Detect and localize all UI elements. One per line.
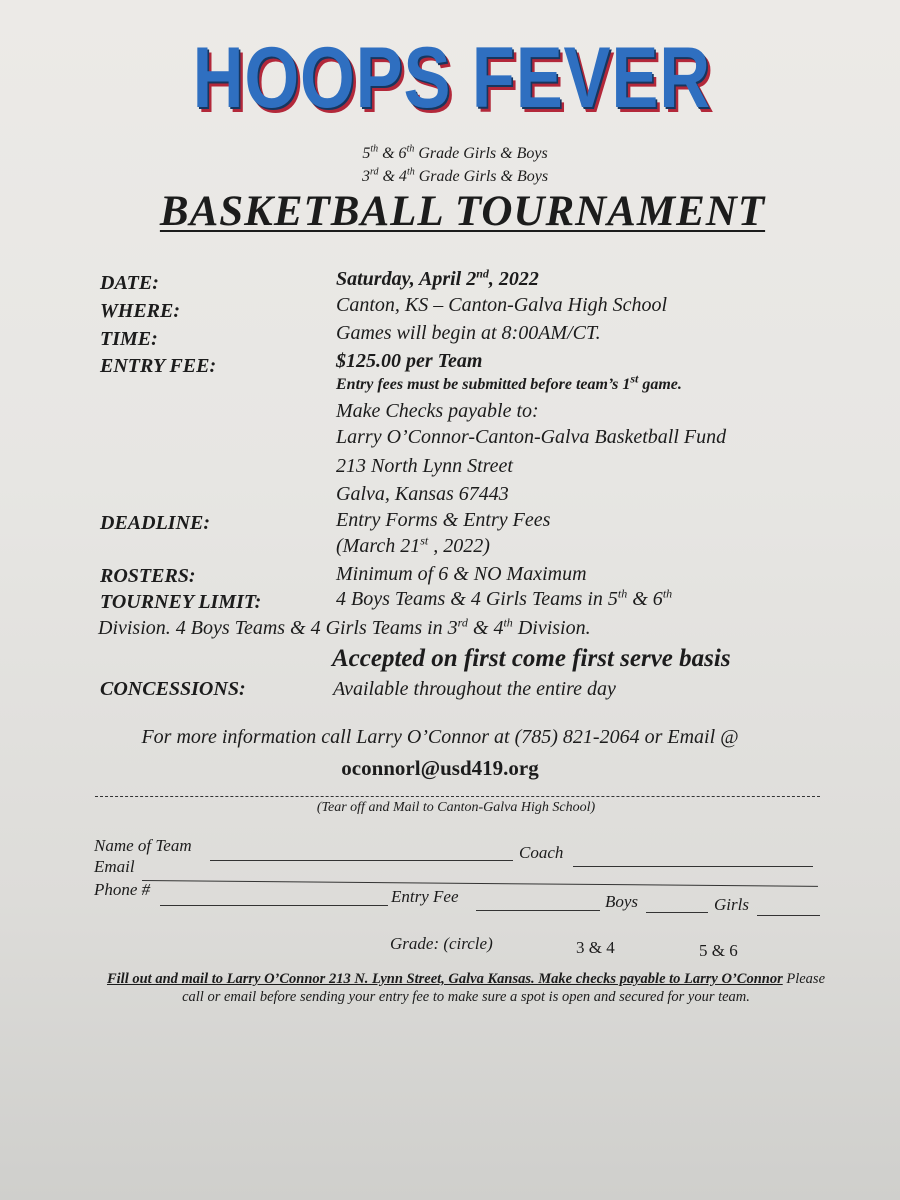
mail-instructions: Fill out and mail to Larry O’Connor 213 N. Lynn Street, Galva Kansas. Make checks payable to Larry O’Connor Please call or email before sending your entry fee to make sure a spot is open and secured for your team.: [106, 971, 826, 1005]
grade-option-5-6[interactable]: 5 & 6: [699, 941, 738, 960]
grade-line-2: 3rd & 4th Grade Girls & Boys: [361, 166, 549, 185]
contact-info: For more information call Larry O’Connor at (785) 821-2064 or Email @: [141, 726, 739, 748]
team-name-field[interactable]: [210, 860, 513, 861]
phone-field[interactable]: [160, 905, 388, 906]
entry-fee-label: ENTRY FEE:: [100, 355, 217, 377]
contact-email[interactable]: oconnorl@usd419.org: [341, 756, 539, 780]
team-name-label: Name of Team: [94, 836, 192, 855]
rosters-value: Minimum of 6 & NO Maximum: [336, 563, 587, 585]
tourney-limit-label: TOURNEY LIMIT:: [100, 591, 262, 613]
grade-circle-label: Grade: (circle): [390, 934, 493, 953]
where-label: WHERE:: [100, 300, 181, 322]
entry-fee-note: Entry fees must be submitted before team’s 1st game.: [336, 371, 682, 393]
deadline-date: (March 21st , 2022): [336, 533, 490, 557]
rosters-label: ROSTERS:: [100, 565, 196, 587]
grade-line-1: 5th & 6th Grade Girls & Boys: [362, 143, 548, 162]
deadline-value: Entry Forms & Entry Fees: [336, 509, 551, 531]
email-field[interactable]: [142, 880, 818, 887]
concessions-label: CONCESSIONS:: [100, 678, 246, 700]
entry-fee-form-label: Entry Fee: [391, 887, 459, 906]
concessions-value: Available throughout the entire day: [333, 678, 616, 700]
girls-label: Girls: [714, 895, 749, 914]
tourney-limit-value: 4 Boys Teams & 4 Girls Teams in 5th & 6th: [336, 586, 673, 610]
checks-payee: Larry O’Connor-Canton-Galva Basketball Fund: [336, 426, 727, 448]
entry-fee-field[interactable]: [476, 910, 600, 911]
time-label: TIME:: [100, 328, 158, 350]
time-value: Games will begin at 8:00AM/CT.: [336, 322, 601, 344]
where-value: Canton, KS – Canton-Galva High School: [336, 294, 668, 316]
event-title: BASKETBALL TOURNAMENT: [159, 188, 766, 235]
date-value: Saturday, April 2nd, 2022: [336, 266, 539, 290]
boys-field[interactable]: [646, 912, 708, 913]
entry-fee-value: $125.00 per Team: [336, 350, 483, 372]
tear-off-note: (Tear off and Mail to Canton-Galva High School): [316, 800, 596, 815]
accepted-basis: Accepted on first come first serve basis: [332, 645, 731, 672]
phone-label: Phone #: [94, 880, 151, 899]
checks-payable-line: Make Checks payable to:: [336, 400, 539, 422]
coach-field[interactable]: [573, 866, 813, 867]
checks-street: 213 North Lynn Street: [336, 455, 513, 477]
tourney-limit-line2: Division. 4 Boys Teams & 4 Girls Teams in 3rd & 4th Division.: [98, 615, 591, 639]
boys-label: Boys: [605, 892, 639, 911]
coach-label: Coach: [519, 843, 564, 862]
girls-field[interactable]: [757, 915, 820, 916]
email-label: Email: [94, 857, 135, 876]
checks-city: Galva, Kansas 67443: [336, 483, 509, 505]
date-label: DATE:: [100, 272, 159, 294]
flyer-title: HOOPS FEVER: [192, 30, 712, 126]
deadline-label: DEADLINE:: [100, 512, 211, 534]
grade-option-3-4[interactable]: 3 & 4: [576, 938, 615, 957]
tear-off-divider: [95, 796, 820, 797]
